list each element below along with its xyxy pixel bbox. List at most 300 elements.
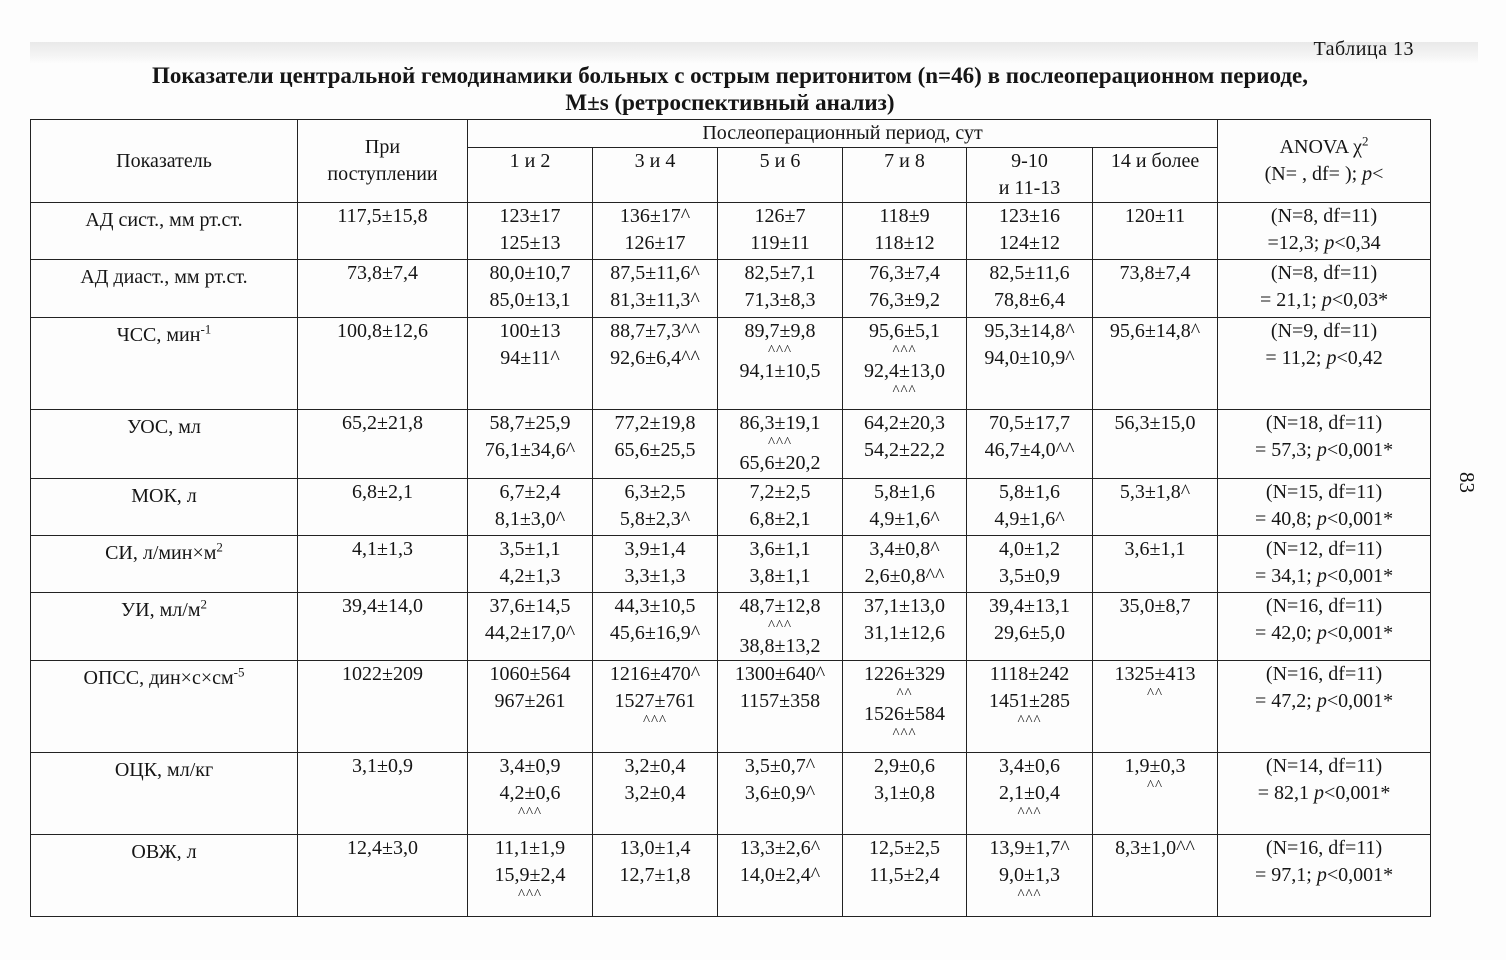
value: 3,5±0,7^ [744,755,816,777]
anova-result [1220,780,1428,807]
day-1-2-cell [468,661,593,753]
value: 12,7±1,8 [619,864,691,886]
significance-marks: ^^^ [892,343,917,359]
value: 46,7±4,0^^ [984,439,1075,461]
day-3-4-cell [593,410,718,479]
value: 118±9 [879,205,930,227]
value: 3,4±0,8^ [869,538,940,560]
value: 5,8±1,6 [999,481,1060,503]
anova-cell [1218,835,1431,917]
day-7-8-cell [843,260,967,318]
anova-result [1220,230,1428,257]
value: 45,6±16,9^ [609,622,701,644]
anova-params: (N=16, df=11) [1265,595,1383,617]
day-14-plus-cell [1093,536,1218,593]
day-9-13-cell [967,593,1093,661]
day-1-2-cell [468,753,593,835]
value: 11,1±1,9 [494,837,566,859]
admission-cell: 117,5±15,8 [298,203,468,260]
anova-p-symbol: p [1316,864,1327,886]
significance-marks: ^^ [896,686,913,702]
indicator-cell [31,260,298,318]
value: 92,6±6,4^^ [610,347,700,369]
header-period: Послеоперационный период, сут [468,120,1218,148]
value: 39,4±13,1 [989,595,1070,617]
value: 3,8±1,1 [749,565,811,587]
anova-p-symbol: p [1314,782,1325,804]
day-14-plus-cell [1093,593,1218,661]
anova-chi: = 82,1 [1257,782,1315,804]
anova-cell [1218,479,1431,536]
value: 89,7±9,8 [744,320,816,342]
anova-params: (N=8, df=11) [1270,262,1378,284]
value: 5,8±2,3^ [619,508,691,530]
significance-marks: ^^^ [517,887,543,903]
value: 58,7±25,9 [489,412,571,434]
day-7-8-cell [843,479,967,536]
anova-params: (N=16, df=11) [1265,837,1383,859]
anova-p-value: <0,001* [1326,565,1394,587]
indicator-name: СИ, л/мин×м [105,542,217,564]
admission-cell: 1022±209 [298,661,468,753]
header-admission-line1: При [364,136,401,158]
value: 3,5±0,9 [999,565,1060,587]
day-7-8-cell [843,753,967,835]
indicator-name: АД диаст., мм рт.ст. [80,266,248,288]
value: 123±16 [999,205,1060,227]
header-day-11-13: и 11-13 [998,177,1061,199]
day-5-6-cell [718,661,843,753]
value: 120±11 [1124,205,1186,227]
significance-marks: ^^^ [1017,713,1042,729]
value: 1300±640^ [734,663,826,685]
header-anova-line2 [1220,161,1428,188]
value: 8,3±1,0^^ [1115,837,1195,859]
anova-chi: = 21,1; [1259,289,1322,311]
value: 54,2±22,2 [864,439,945,461]
admission-cell: 65,2±21,8 [298,410,468,479]
value: 1527±761 [614,690,696,712]
day-9-13-cell [967,203,1093,260]
admission-cell: 12,4±3,0 [298,835,468,917]
day-9-13-cell [967,479,1093,536]
value: 2,9±0,6 [874,755,935,777]
value: 5,3±1,8^ [1119,481,1191,503]
value: 2,6±0,8^^ [864,565,945,587]
significance-marks: ^^^ [1017,887,1042,903]
anova-p-symbol: p [1316,508,1327,530]
value: 44,2±17,0^ [484,622,576,644]
table-row [31,318,1431,410]
day-9-13-cell [967,536,1093,593]
significance-marks: ^^^ [892,383,917,399]
day-1-2-cell [468,593,593,661]
value: 38,8±13,2 [739,635,821,657]
value: 3,6±1,1 [749,538,811,560]
day-5-6-cell [718,203,843,260]
value: 3,4±0,9 [499,755,561,777]
value: 48,7±12,8 [739,595,821,617]
indicator-name: ОВЖ, л [131,841,197,863]
anova-result [1220,506,1428,533]
value: 3,1±0,8 [874,782,935,804]
day-7-8-cell [843,661,967,753]
anova-cell [1218,593,1431,661]
indicator-cell [31,410,298,479]
table-body [31,203,1431,917]
day-14-plus-cell [1093,479,1218,536]
value: 87,5±11,6^ [610,262,700,284]
value: 44,3±10,5 [614,595,696,617]
anova-cell [1218,318,1431,410]
day-9-13-cell [967,318,1093,410]
header-day-3-4: 3 и 4 [593,148,718,203]
admission-cell: 4,1±1,3 [298,536,468,593]
day-1-2-cell [468,536,593,593]
anova-p-value: <0,001* [1326,439,1394,461]
day-7-8-cell [843,593,967,661]
table-row [31,410,1431,479]
value: 13,9±1,7^ [989,837,1070,859]
indicator-unit-exponent: 2 [200,596,207,612]
value: 1451±285 [989,690,1070,712]
anova-p-value: <0,03* [1331,289,1389,311]
indicator-unit-exponent: -5 [233,664,245,680]
value: 9,0±1,3 [999,864,1060,886]
value: 76,3±9,2 [869,289,940,311]
anova-params: (N=12, df=11) [1265,538,1383,560]
header-indicator: Показатель [31,120,298,203]
value: 6,8±2,1 [749,508,811,530]
value: 31,1±12,6 [864,622,945,644]
value: 4,9±1,6^ [869,508,940,530]
value: 3,6±1,1 [1124,538,1186,560]
hemodynamics-table [30,119,1431,917]
value: 76,3±7,4 [869,262,940,284]
day-9-13-cell [967,835,1093,917]
header-admission [298,120,468,203]
anova-p-value: <0,001* [1326,864,1394,886]
indicator-cell [31,835,298,917]
day-3-4-cell [593,318,718,410]
anova-sup: 2 [1362,133,1369,149]
value: 13,0±1,4 [619,837,691,859]
anova-p-symbol: p [1316,622,1327,644]
day-3-4-cell [593,661,718,753]
scan-shadow-band [30,42,1478,64]
table-row [31,753,1431,835]
anova-cell [1218,410,1431,479]
day-1-2-cell [468,479,593,536]
day-1-2-cell [468,203,593,260]
value: 65,6±25,5 [614,439,696,461]
day-3-4-cell [593,536,718,593]
header-day-1-2: 1 и 2 [468,148,593,203]
admission-cell: 39,4±14,0 [298,593,468,661]
day-14-plus-cell [1093,410,1218,479]
value: 70,5±17,7 [989,412,1070,434]
value: 94,0±10,9^ [984,347,1075,369]
value: 4,2±0,6 [499,782,561,804]
significance-marks: ^^^ [767,343,793,359]
day-1-2-cell [468,835,593,917]
indicator-cell [31,593,298,661]
indicator-name: ОЦК, мл/кг [114,759,214,781]
day-3-4-cell [593,593,718,661]
value: 3,9±1,4 [624,538,686,560]
anova-p-symbol: p [1316,565,1327,587]
value: 95,3±14,8^ [984,320,1075,342]
significance-marks: ^^^ [767,435,793,451]
day-5-6-cell [718,835,843,917]
indicator-name: ОПСС, дин×с×см [83,667,234,689]
value: 12,5±2,5 [869,837,940,859]
header-admission-line2: поступлении [327,163,438,185]
header-anova-line1 [1220,134,1428,161]
anova-params: (N=14, df=11) [1265,755,1383,777]
anova-p: p [1362,163,1373,185]
value: 11,5±2,4 [869,864,940,886]
value: 82,5±11,6 [989,262,1070,284]
anova-result [1220,437,1428,464]
value: 3,5±1,1 [499,538,561,560]
table-row [31,203,1431,260]
value: 15,9±2,4 [494,864,566,886]
value: 56,3±15,0 [1114,412,1196,434]
table-number: Таблица 13 [1313,38,1414,60]
day-3-4-cell [593,260,718,318]
value: 88,7±7,3^^ [610,320,700,342]
anova-chi: = 40,8; [1254,508,1317,530]
anova-result [1220,620,1428,647]
anova-result [1220,563,1428,590]
value: 35,0±8,7 [1119,595,1191,617]
admission-cell: 73,8±7,4 [298,260,468,318]
header-day-9-13 [967,148,1093,203]
value: 1226±329 [864,663,945,685]
header-day-5-6: 5 и 6 [718,148,843,203]
anova-p-value: <0,001* [1326,690,1394,712]
title-line-1: Показатели центральной гемодинамики больных с острым перитонитом (n=46) в послеоперационном периоде, [151,63,1308,88]
value: 3,4±0,6 [999,755,1060,777]
anova-cell [1218,661,1431,753]
anova-lt: < [1372,163,1384,185]
day-14-plus-cell [1093,203,1218,260]
value: 64,2±20,3 [864,412,945,434]
value: 76,1±34,6^ [484,439,576,461]
significance-marks: ^^ [1146,778,1164,794]
day-14-plus-cell [1093,661,1218,753]
value: 6,3±2,5 [624,481,686,503]
value: 3,3±1,3 [624,565,686,587]
value: 967±261 [494,690,566,712]
day-7-8-cell [843,835,967,917]
value: 77,2±19,8 [614,412,696,434]
header-anova [1218,120,1431,203]
anova-chi: = 57,3; [1254,439,1317,461]
significance-marks: ^^ [1146,686,1164,702]
day-7-8-cell [843,318,967,410]
value: 126±17 [624,232,686,254]
value: 3,2±0,4 [624,755,686,777]
indicator-name: МОК, л [131,485,197,507]
day-5-6-cell [718,479,843,536]
value: 73,8±7,4 [1119,262,1191,284]
day-1-2-cell [468,318,593,410]
value: 37,1±13,0 [864,595,945,617]
day-14-plus-cell [1093,318,1218,410]
day-7-8-cell [843,203,967,260]
value: 37,6±14,5 [489,595,571,617]
day-3-4-cell [593,479,718,536]
anova-chi: =12,3; [1267,232,1325,254]
value: 118±12 [874,232,935,254]
indicator-unit-exponent: -1 [200,321,212,337]
header-day-7-8: 7 и 8 [843,148,967,203]
day-5-6-cell [718,593,843,661]
admission-cell: 100,8±12,6 [298,318,468,410]
indicator-name: АД сист., мм рт.ст. [85,209,243,231]
value: 80,0±10,7 [489,262,571,284]
day-5-6-cell [718,536,843,593]
value: 14,0±2,4^ [739,864,821,886]
value: 78,8±6,4 [994,289,1065,311]
value: 81,3±11,3^ [610,289,700,311]
value: 1,9±0,3 [1124,755,1186,777]
anova-cell [1218,260,1431,318]
value: 1216±470^ [609,663,701,685]
indicator-cell [31,753,298,835]
anova-params: (N=8, df=11) [1270,205,1378,227]
anova-chi: = 34,1; [1254,565,1317,587]
value: 94,1±10,5 [739,360,821,382]
page-title [30,62,1430,116]
day-3-4-cell [593,203,718,260]
anova-chi: = 97,1; [1254,864,1317,886]
value: 1526±584 [864,703,945,725]
day-7-8-cell [843,536,967,593]
value: 4,0±1,2 [999,538,1060,560]
value: 1060±564 [489,663,571,685]
value: 95,6±14,8^ [1109,320,1201,342]
header-day-9-10: 9-10 [1011,150,1048,172]
anova-result [1220,862,1428,889]
day-3-4-cell [593,753,718,835]
anova-p-symbol: p [1316,439,1327,461]
value: 85,0±13,1 [489,289,571,311]
title-line-2: M±s (ретроспективный анализ) [565,90,895,115]
value: 119±11 [750,232,810,254]
value: 1118±242 [989,663,1070,685]
day-14-plus-cell [1093,753,1218,835]
anova-p-symbol: p [1324,232,1335,254]
day-9-13-cell [967,410,1093,479]
indicator-cell [31,318,298,410]
value: 123±17 [499,205,561,227]
significance-marks: ^^^ [642,713,668,729]
anova-p-symbol: p [1321,289,1332,311]
day-9-13-cell [967,661,1093,753]
day-5-6-cell [718,753,843,835]
significance-marks: ^^^ [1017,805,1042,821]
day-14-plus-cell [1093,835,1218,917]
anova-result [1220,345,1428,372]
day-9-13-cell [967,753,1093,835]
anova-p-value: <0,001* [1326,508,1394,530]
value: 7,2±2,5 [749,481,811,503]
table-row [31,593,1431,661]
anova-chi: = 11,2; [1265,347,1327,369]
table-row [31,536,1431,593]
significance-marks: ^^^ [517,805,543,821]
anova-result [1220,688,1428,715]
indicator-name: УОС, мл [127,416,201,438]
admission-cell: 6,8±2,1 [298,479,468,536]
day-7-8-cell [843,410,967,479]
anova-p-symbol: p [1326,347,1337,369]
anova-params: (N=9, df=11) [1270,320,1378,342]
indicator-cell [31,661,298,753]
header-day-14-plus: 14 и более [1093,148,1218,203]
table-row [31,260,1431,318]
value: 5,8±1,6 [874,481,935,503]
anova-params: (N=16, df=11) [1265,663,1383,685]
significance-marks: ^^^ [767,618,793,634]
value: 125±13 [499,232,561,254]
anova-params: (N=18, df=11) [1265,412,1383,434]
value: 65,6±20,2 [739,452,821,474]
indicator-unit-exponent: 2 [216,539,223,555]
value: 82,5±7,1 [744,262,816,284]
significance-marks: ^^^ [892,726,917,742]
anova-cell [1218,536,1431,593]
anova-p-symbol: p [1316,690,1327,712]
indicator-name: ЧСС, мин [116,324,201,346]
value: 86,3±19,1 [739,412,821,434]
anova-cell [1218,753,1431,835]
value: 124±12 [999,232,1060,254]
day-3-4-cell [593,835,718,917]
table-row [31,479,1431,536]
anova-line2-prefix: (N= , df= ); [1264,163,1363,185]
value: 6,7±2,4 [499,481,561,503]
anova-params: (N=15, df=11) [1265,481,1383,503]
anova-result [1220,287,1428,314]
day-9-13-cell [967,260,1093,318]
day-5-6-cell [718,410,843,479]
value: 1157±358 [739,690,821,712]
anova-p-value: <0,001* [1326,622,1394,644]
value: 13,3±2,6^ [739,837,821,859]
day-1-2-cell [468,260,593,318]
day-5-6-cell [718,318,843,410]
value: 71,3±8,3 [744,289,816,311]
value: 92,4±13,0 [864,360,945,382]
anova-p-value: <0,34 [1334,232,1381,254]
anova-p-value: <0,42 [1336,347,1383,369]
day-5-6-cell [718,260,843,318]
value: 29,6±5,0 [994,622,1065,644]
value: 136±17^ [619,205,691,227]
anova-cell [1218,203,1431,260]
day-1-2-cell [468,410,593,479]
value: 95,6±5,1 [869,320,940,342]
anova-label: ANOVA χ [1279,136,1362,158]
anova-chi: = 47,2; [1254,690,1317,712]
day-14-plus-cell [1093,260,1218,318]
admission-cell: 3,1±0,9 [298,753,468,835]
value: 126±7 [754,205,806,227]
